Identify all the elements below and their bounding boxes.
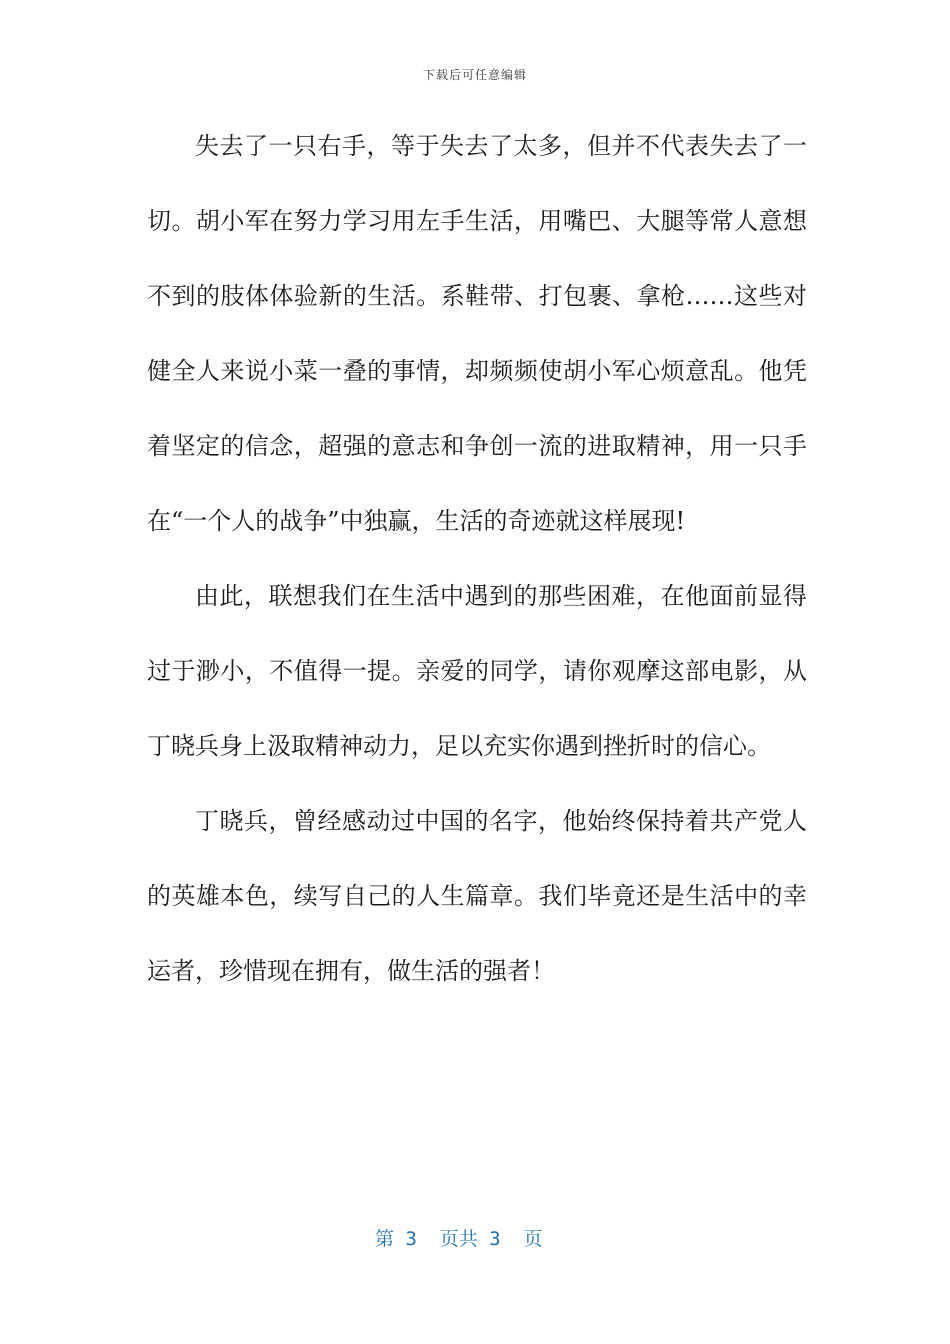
paragraph-line: 过于渺小，不值得一提。亲爱的同学，请你观摩这部电影，从 — [147, 657, 807, 685]
header-note: 下载后可任意编辑 — [422, 68, 527, 82]
page-number-footer: 第 3 页共 3 页 — [375, 1228, 543, 1250]
paragraph-line: 失去了一只右手，等于失去了太多，但并不代表失去了一 — [195, 132, 807, 160]
paragraph-line: 在“一个人的战争”中独赢，生活的奇迹就这样展现! — [147, 507, 686, 535]
paragraph-line: 切。胡小军在努力学习用左手生活，用嘴巴、大腿等常人意想 — [147, 207, 807, 235]
paragraph-line: 运者，珍惜现在拥有，做生活的强者！ — [147, 957, 555, 985]
paragraph-line: 由此，联想我们在生活中遇到的那些困难，在他面前显得 — [195, 582, 807, 610]
paragraph-line: 的英雄本色，续写自己的人生篇章。我们毕竟还是生活中的幸 — [147, 882, 807, 910]
paragraph-line: 不到的肢体体验新的生活。系鞋带、打包裹、拿枪……这些对 — [147, 282, 807, 310]
paragraph-line: 健全人来说小菜一叠的事情，却频频使胡小军心烦意乱。他凭 — [147, 357, 807, 385]
paragraph-line: 着坚定的信念，超强的意志和争创一流的进取精神，用一只手 — [147, 432, 807, 460]
paragraph-line: 丁晓兵身上汲取精神动力，足以充实你遇到挫折时的信心。 — [147, 732, 771, 760]
paragraph-line: 丁晓兵，曾经感动过中国的名字，他始终保持着共产党人 — [195, 807, 807, 835]
